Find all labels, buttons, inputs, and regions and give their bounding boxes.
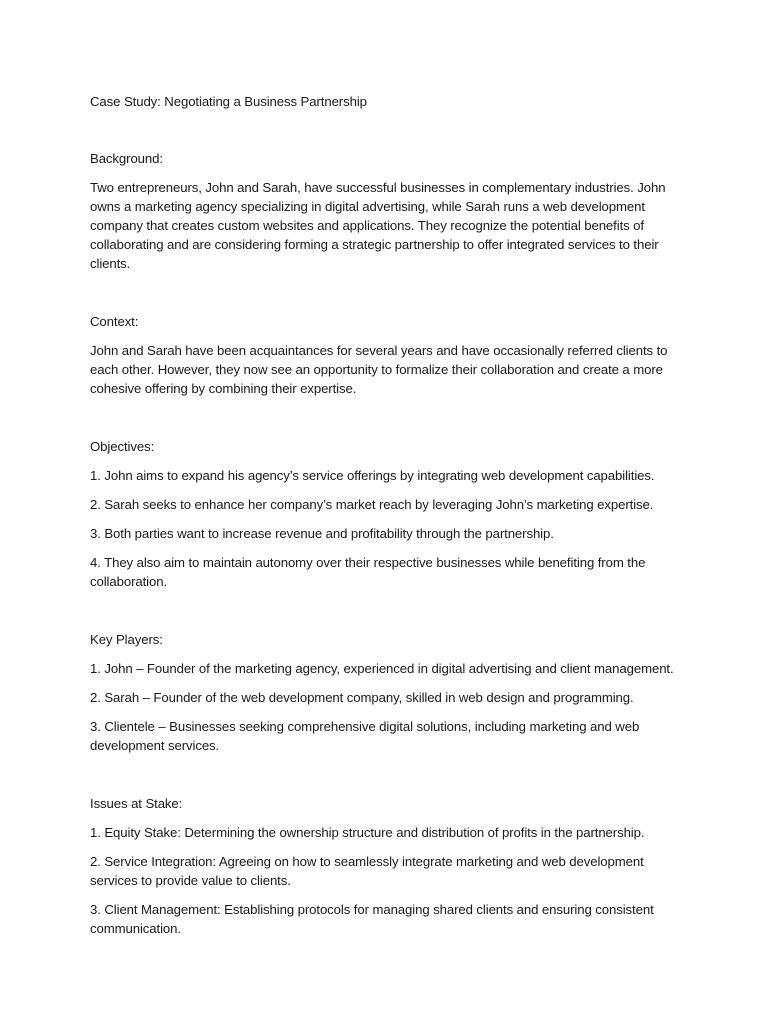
key-players-heading: Key Players: [90,632,163,647]
document-title: Case Study: Negotiating a Business Partnership [90,94,367,109]
objective-item: 2. Sarah seeks to enhance her company’s market reach by leveraging John’s marketing expertise. [90,497,654,512]
objective-item: 1. John aims to expand his agency’s service offerings by integrating web development capabilities. [90,468,655,483]
key-player-item: 2. Sarah – Founder of the web development company, skilled in web design and programming. [90,690,634,705]
issue-item: 3. Client Management: Establishing protocols for managing shared clients and ensuring consistent communication. [90,902,654,936]
key-player-item: 3. Clientele – Businesses seeking comprehensive digital solutions, including marketing and web development services. [90,719,640,753]
issues-heading: Issues at Stake: [90,796,183,811]
key-player-item: 1. John – Founder of the marketing agency, experienced in digital advertising and client management. [90,661,674,676]
objective-item: 3. Both parties want to increase revenue and profitability through the partnership. [90,526,554,541]
objectives-heading: Objectives: [90,439,155,454]
background-heading: Background: [90,151,163,166]
issue-item: 1. Equity Stake: Determining the ownership structure and distribution of profits in the partnership. [90,825,645,840]
background-paragraph: Two entrepreneurs, John and Sarah, have successful businesses in complementary industries. John owns a marketing agency specializing in digital advertising, while Sarah runs a web development company that creates custom websites and applications. They recognize the potential benefits of collaborating and are considering forming a strategic partnership to offer integrated services to their clients. [90,180,666,271]
issue-item: 2. Service Integration: Agreeing on how to seamlessly integrate marketing and web development services to provide value to clients. [90,854,644,888]
objective-item: 4. They also aim to maintain autonomy over their respective businesses while benefiting from the collaboration. [90,555,646,589]
context-paragraph: John and Sarah have been acquaintances for several years and have occasionally referred clients to each other. However, they now see an opportunity to formalize their collaboration and create a more cohesive offering by combining their expertise. [90,343,668,396]
document-page [90,92,690,938]
context-heading: Context: [90,314,139,329]
